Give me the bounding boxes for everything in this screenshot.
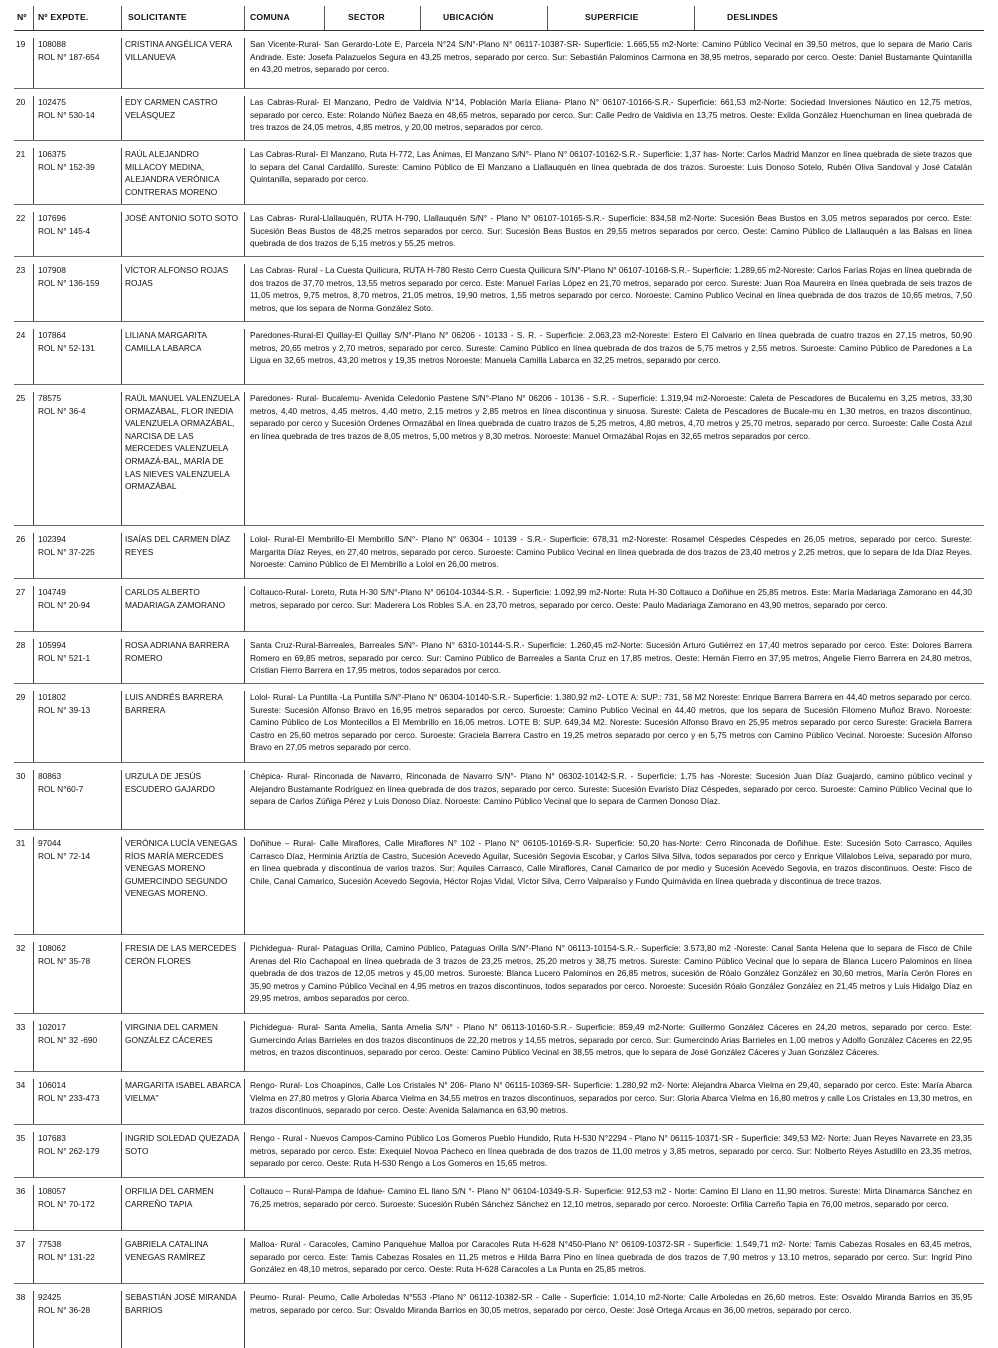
column-divider bbox=[244, 1079, 245, 1124]
row-number: 23 bbox=[16, 265, 26, 275]
column-divider bbox=[121, 942, 122, 1013]
rol-number: ROL N° 233-473 bbox=[38, 1092, 100, 1103]
row-number: 26 bbox=[16, 534, 26, 544]
rol-number: ROL N° 70-172 bbox=[38, 1198, 95, 1209]
table-row bbox=[14, 579, 984, 632]
table-body bbox=[14, 31, 984, 1348]
expediente-number: 102394 bbox=[38, 534, 66, 544]
column-divider bbox=[121, 691, 122, 762]
row-deslindes: San Vicente-Rural- San Gerardo-Lote E, Parcela N°24 S/N°-Plano N° 06117-10387-SR- Superficie: 1.665,55 m2-Norte: Camino Público Vecinal en 39,50 metros, que lo separa de Mario Caris Andrade. Este: Josefa Palazuelos Segura en 43,25 metros, separado por cerco. Sur: Sebastián Palominos Carmona en 38,95 metros, separado por cerco. Oeste: Daniel Bustamante Quintanilla en 43,20 metros, separado por cerco. bbox=[250, 39, 972, 75]
rol-number: ROL N° 37-225 bbox=[38, 546, 95, 557]
column-divider bbox=[33, 96, 34, 140]
rol-number: ROL N° 530-14 bbox=[38, 109, 95, 120]
header-expediente: Nº EXPDTE. bbox=[38, 12, 89, 22]
table-row bbox=[14, 763, 984, 830]
row-deslindes: Lolol- Rural-El Membrillo-El Membrillo S/N°- Plano N° 06304 - 10139 - S.R.- Superficie: 678,31 m2-Noreste: Rosamel Céspedes Céspedes en 26,05 metros, separado por cerco. Sureste: Margarita Díaz Reyes, en 27,40 metros, separado por cerco. Suroeste: Camino Publico Vecinal en línea quebrada de dos trazos de 23,40 metros y 2,25 metros, que lo separa de Ida Díaz Reyes. Noroeste: Camino Público de El Membrillo a Lolol en 26,00 metros. bbox=[250, 534, 972, 570]
expediente-number: 101802 bbox=[38, 692, 66, 702]
rol-number: ROL N°60-7 bbox=[38, 783, 84, 794]
expediente-number: 80863 bbox=[38, 771, 62, 781]
expediente-number: 107696 bbox=[38, 213, 66, 223]
table-header bbox=[14, 6, 984, 31]
rol-number: ROL N° 136-159 bbox=[38, 277, 100, 288]
column-divider bbox=[244, 691, 245, 762]
row-expediente bbox=[38, 38, 121, 63]
row-expediente bbox=[38, 586, 121, 611]
rol-number: ROL N° 39-13 bbox=[38, 704, 91, 715]
column-divider bbox=[121, 1132, 122, 1177]
table-row bbox=[14, 1125, 984, 1178]
column-divider bbox=[244, 639, 245, 683]
row-deslindes: Malloa- Rural - Caracoles, Camino Panquehue Malloa por Caracoles Ruta H-628 N°450-Plano N° 06109-10372-SR - Superficie: 1.549,71 m2- Norte: Tamis Cabezas Rosales en 63,45 metros, separado por cerco. Este: Tamis Cabezas Rosales en 11,25 metros e Hilda Barra Pino en línea quebrada de dos trazos de 7,90 metros y 13,10 metros, separado por cerco. Sur: Ingrid Pino González en 48,10 metros, separado por cerco. Oeste: Ruta H-628 Caracoles a La Punta en 25,85 metros. bbox=[250, 1239, 972, 1275]
row-solicitante: URZULA DE JESÚS ESCUDERO GAJARDO bbox=[125, 771, 215, 794]
column-divider bbox=[121, 533, 122, 578]
row-expediente bbox=[38, 837, 121, 862]
column-divider bbox=[244, 1291, 245, 1348]
row-deslindes: Pichidegua- Rural- Pataguas Orilla, Camino Público, Pataguas Orilla S/N°-Plano N° 06113-10154-S.R.- Superficie: 3.573,80 m2 -Noreste: Canal Santa Helena que lo separa de Fisco de Chile Arenas del Río Cachapoal en línea quebrada de 3 trazos de 23,25 metros, 25,20 metros y 38,75 metros. Sureste: Camino Público Vecinal que lo separa de Blanca Lucero Palominos en línea quebrada de dos trazos de 12,05 metros y 45,00 metros. Suroeste: Blanca Lucero Palominos en 26,85 metros, sucesión de Róalo González González en 30,60 metros, María Cerón Flores en 35,90 metros y Camino Público Vecinal en 4,95 metros en trazos discontinuos, todos separados por cerco. Noroeste: Sucesión Róalo González González en 21,45 metros y Luis Hidalgo Díaz en 29,95 metros, ambos separados por cerco. bbox=[250, 943, 972, 1004]
expediente-number: 105994 bbox=[38, 640, 66, 650]
table-row bbox=[14, 89, 984, 141]
column-divider bbox=[121, 264, 122, 321]
column-divider bbox=[33, 392, 34, 525]
row-deslindes: Lolol- Rural- La Puntilla -La Puntilla S/N°-Plano N° 06304-10140-S.R.- Superficie: 1.380,92 m2- LOTE A: SUP.: 731, 58 M2 Noreste: Enrique Barrera Barrera en 44,40 metros separado por cerco. Sureste: Sucesión Alfonso Bravo en 16,95 metros separados por cerco. Suroeste: Camino Publico Vecinal en 44,40 metros, que los separa de Sucesión Filomeno Muñoz Bravo. Noroeste: Camino Público de Los Montecillos a El Membrillo en 16,05 metros. LOTE B: SUP. 649,34 M2. Noreste: Sucesión Alfonso Bravo en 25,95 metros separado por cerco Sureste: Graciela Barrera Castro en 25,60 metros separado por cerco. Suroeste: Graciela Barrera Castro en 19,25 metros separado por cerco y en 5,75 metros con Camino Público Vecinal. Noroeste: Sucesión Alfonso Bravo en 27,05 metros separado por cerco. bbox=[250, 692, 972, 753]
row-number: 31 bbox=[16, 838, 26, 848]
column-divider bbox=[121, 38, 122, 88]
row-expediente bbox=[38, 1021, 121, 1046]
header-divider bbox=[244, 6, 245, 30]
column-divider bbox=[121, 1079, 122, 1124]
table-row bbox=[14, 526, 984, 579]
row-solicitante: ORFILIA DEL CARMEN CARREÑO TAPIA bbox=[125, 1186, 214, 1209]
column-divider bbox=[121, 392, 122, 525]
table-row bbox=[14, 1014, 984, 1072]
row-number: 37 bbox=[16, 1239, 26, 1249]
row-expediente bbox=[38, 1132, 121, 1157]
rol-number: ROL N° 32 -690 bbox=[38, 1034, 98, 1045]
rol-number: ROL N° 131-22 bbox=[38, 1251, 95, 1262]
header-solicitante: SOLICITANTE bbox=[128, 12, 187, 22]
row-deslindes: Doñihue – Rural- Calle Miraflores, Calle Miraflores N° 102 - Plano N° 06105-10169-S.R- Superficie: 50,20 has-Norte: Cerro Rinconada de Doñihue. Este: Sucesión Soto Carrasco, Aquiles Carrasco Díaz, Herminia Ariztía de Castro, Sucesión Acevedo Aguilar, Sucesión Segovia Escobar, y Carlos Silva Silva, todos separados por cerco y Enrique Villalobos Leiva, separado por muro, en línea quebrada y discontinua de varios trazos. Sur: Aquiles Carrasco, Calle Miraflores, Canal Camarico de por medio y Sucesión Acevedo Segovia, en trazos discontinuos. Oeste: Fisco de Chile, Canal Camarico, Sucesión Acevedo Segovia, Héctor Rojas Vidal, Víctor Silva, Cerro Valparaíso y Fundo Quimávida en línea quebrada y discontinua de trece trazos. bbox=[250, 838, 972, 886]
column-divider bbox=[244, 264, 245, 321]
row-number: 28 bbox=[16, 640, 26, 650]
land-registry-table bbox=[14, 6, 984, 1348]
table-row bbox=[14, 684, 984, 763]
expediente-number: 108088 bbox=[38, 39, 66, 49]
column-divider bbox=[121, 329, 122, 384]
column-divider bbox=[33, 586, 34, 631]
expediente-number: 108057 bbox=[38, 1186, 66, 1196]
table-row bbox=[14, 1284, 984, 1348]
column-divider bbox=[33, 1021, 34, 1071]
row-number: 27 bbox=[16, 587, 26, 597]
column-divider bbox=[121, 837, 122, 934]
header-divider bbox=[420, 6, 421, 30]
column-divider bbox=[244, 212, 245, 256]
table-row bbox=[14, 257, 984, 322]
row-deslindes: Las Cabras- Rural - La Cuesta Quilicura, RUTA H-780 Resto Cerro Cuesta Quilicura S/N°-Plano N° 06107-10168-S.R.- Superficie: 1.289,65 m2-Noreste: Carlos Farías Rojas en línea quebrada de dos trazos de 37,70 metros, 13,55 metros separado por cerco. Este: Manuel Farías López en 21,70 metros, separado por cerco. Sureste: Juan Roa Maureira en línea quebrada de seis trazos de 11,05 metros, 9,75 metros, 8,70 metros, 21,05 metros, 19,90 metros, 1,55 metros separado por cerco. Noroeste: Camino Publico Vecinal en línea quebrada de dos trazos de 10,65 metros, 7,50 metros, que los separa de Norma González Soto. bbox=[250, 265, 972, 313]
column-divider bbox=[244, 38, 245, 88]
column-divider bbox=[33, 837, 34, 934]
header-sector: SECTOR bbox=[348, 12, 385, 22]
row-expediente bbox=[38, 264, 121, 289]
header-comuna: COMUNA bbox=[250, 12, 290, 22]
row-number: 33 bbox=[16, 1022, 26, 1032]
row-expediente bbox=[38, 212, 121, 237]
expediente-number: 77538 bbox=[38, 1239, 62, 1249]
column-divider bbox=[33, 770, 34, 829]
column-divider bbox=[33, 1291, 34, 1348]
column-divider bbox=[33, 1185, 34, 1230]
column-divider bbox=[33, 1238, 34, 1283]
column-divider bbox=[244, 942, 245, 1013]
row-number: 22 bbox=[16, 213, 26, 223]
rol-number: ROL N° 52-131 bbox=[38, 342, 95, 353]
row-solicitante: EDY CARMEN CASTRO VELÁSQUEZ bbox=[125, 97, 218, 120]
column-divider bbox=[244, 1021, 245, 1071]
row-solicitante: VÍCTOR ALFONSO ROJAS ROJAS bbox=[125, 265, 229, 288]
row-number: 29 bbox=[16, 692, 26, 702]
expediente-number: 107864 bbox=[38, 330, 66, 340]
rol-number: ROL N° 20-94 bbox=[38, 599, 91, 610]
row-solicitante: LUIS ANDRÉS BARRERA BARRERA bbox=[125, 692, 223, 715]
expediente-number: 102017 bbox=[38, 1022, 66, 1032]
column-divider bbox=[121, 212, 122, 256]
row-number: 38 bbox=[16, 1292, 26, 1302]
row-expediente bbox=[38, 1079, 121, 1104]
row-expediente bbox=[38, 1238, 121, 1263]
table-row bbox=[14, 1231, 984, 1284]
expediente-number: 92425 bbox=[38, 1292, 62, 1302]
row-number: 24 bbox=[16, 330, 26, 340]
row-solicitante: FRESIA DE LAS MERCEDES CERÓN FLORES bbox=[125, 943, 237, 966]
row-solicitante: ISAÍAS DEL CARMEN DÍAZ REYES bbox=[125, 534, 230, 557]
column-divider bbox=[121, 148, 122, 204]
expediente-number: 78575 bbox=[38, 393, 62, 403]
column-divider bbox=[244, 392, 245, 525]
row-number: 35 bbox=[16, 1133, 26, 1143]
row-deslindes: Paredones- Rural- Bucalemu- Avenida Celedonio Pastene S/N°-Plano N° 06206 - 10136 - S.R. - Superficie: 1.319,94 m2-Noroeste: Caleta de Pescadores de Bucalemu en 3,25 metros, 33,30 metros, 4,40 metros, 4,45 metros, 4,40 metro, 2,15 metros y 2,85 metros en línea discontinua y sinuosa. Sureste: Caleta de Pescadores de Bucale-mu en 1,30 metros, en trazos discontinuo, separado por cerco y Sucesión Ordenes Ormazábal en línea quebrada de cuatro trazos de 5,25 metros, 4,80 metros, 4,70 metros y 25,70 metros, separado por cerco. Suroeste: Calle Costa Azul en línea quebrada de tres trazos de 8,05 metros, 5,00 metros y 8,30 metros. Noroeste: Manuel Ormazábal Rojas en 32,65 metros separados por cerco. bbox=[250, 393, 972, 441]
row-solicitante: GABRIELA CATALINA VENEGAS RAMÍREZ bbox=[125, 1239, 208, 1262]
row-expediente bbox=[38, 96, 121, 121]
row-expediente bbox=[38, 533, 121, 558]
row-expediente bbox=[38, 392, 121, 417]
rol-number: ROL N° 187-654 bbox=[38, 51, 100, 62]
column-divider bbox=[33, 329, 34, 384]
table-row bbox=[14, 141, 984, 205]
header-divider bbox=[324, 6, 325, 30]
expediente-number: 102475 bbox=[38, 97, 66, 107]
row-deslindes: Las Cabras-Rural- El Manzano, Pedro de Valdivia N°14, Población María Eliana- Plano N° 06107-10166-S.R.- Superficie: 661,53 m2-Norte: Sociedad Inversiones Náutico en 12,75 metros, separado por cerco. Este: Rolando Núñez Baeza en 48,65 metros, separado por cerco. Sur: Calle Pedro de Valdivia en 13,75 metros. Oeste: Exilda González Huenchuman en línea quebrada de tres trazos de 24,05 metros, 4,85 metros, y 20,00 metros, separados por cerco. bbox=[250, 97, 972, 133]
column-divider bbox=[33, 264, 34, 321]
column-divider bbox=[33, 148, 34, 204]
column-divider bbox=[33, 1079, 34, 1124]
column-divider bbox=[33, 639, 34, 683]
row-expediente bbox=[38, 1185, 121, 1210]
row-deslindes: Coltauco-Rural- Loreto, Ruta H-30 S/N°-Plano N° 06104-10344-S.R. - Superficie: 1.092,99 m2-Norte: Ruta H-30 Coltauco a Doñihue en 25,85 metros. Este: María Madariaga Zamorano en 44,30 metros, separado por cerco. Sur: Maderera Los Robles S.A. en 23,70 metros, separado por cerco. Oeste: Paulo Madariaga Zamorano en 43,90 metros, separado por cerco. bbox=[250, 587, 972, 610]
column-divider bbox=[33, 212, 34, 256]
row-deslindes: Rengo- Rural- Los Choapinos, Calle Los Cristales N° 206- Plano N° 06115-10369-SR- Superficie: 1.280,92 m2- Norte: Alejandra Abarca Vielma en 29,40, separado por cerco. Este: María Abarca Vielma en 27,80 metros y Gloria Abarca Vielma en 34,55 metros en trazos discontinuos, separados por cerco. Sur: Gloria Abarca Vielma en 16,80 metros y calle Los Cristales en 13,30 metros, en trazos discontinuos, separado por cerco. Oeste: Avenida Salamanca en 63,90 metros. bbox=[250, 1080, 972, 1116]
rol-number: ROL N° 72-14 bbox=[38, 850, 91, 861]
header-number: Nº bbox=[17, 12, 27, 22]
column-divider bbox=[244, 586, 245, 631]
column-divider bbox=[121, 1238, 122, 1283]
column-divider bbox=[244, 96, 245, 140]
column-divider bbox=[33, 38, 34, 88]
column-divider bbox=[33, 691, 34, 762]
row-number: 20 bbox=[16, 97, 26, 107]
rol-number: ROL N° 521-1 bbox=[38, 652, 91, 663]
table-row bbox=[14, 385, 984, 526]
expediente-number: 107908 bbox=[38, 265, 66, 275]
row-number: 32 bbox=[16, 943, 26, 953]
header-superficie: SUPERFICIE bbox=[585, 12, 639, 22]
header-divider bbox=[694, 6, 695, 30]
row-deslindes: Coltauco – Rural-Pampa de Idahue- Camino EL llano S/N °- Plano N° 06104-10349-S.R- Superficie: 912,53 m2 - Norte: Camino El Llano en 11,90 metros. Sureste: Mirta Dinamarca Sánchez en 76,25 metros, separado por cerco. Suroeste: Sucesión Rubén Sánchez Sánchez en 12,10 metros, separado por cerco. Noroeste: Orfilia Carreño Tapia en 76,00 metros, separado por cerco. bbox=[250, 1186, 972, 1209]
column-divider bbox=[244, 1238, 245, 1283]
row-expediente bbox=[38, 329, 121, 354]
row-number: 30 bbox=[16, 771, 26, 781]
row-number: 34 bbox=[16, 1080, 26, 1090]
column-divider bbox=[244, 148, 245, 204]
row-number: 19 bbox=[16, 39, 26, 49]
column-divider bbox=[33, 942, 34, 1013]
row-number: 25 bbox=[16, 393, 26, 403]
row-expediente bbox=[38, 639, 121, 664]
table-row bbox=[14, 322, 984, 385]
row-expediente bbox=[38, 942, 121, 967]
table-row bbox=[14, 1072, 984, 1125]
rol-number: ROL N° 36-4 bbox=[38, 405, 86, 416]
header-divider bbox=[121, 6, 122, 30]
row-expediente bbox=[38, 770, 121, 795]
row-deslindes: Pichidegua- Rural- Santa Amelia, Santa Amelia S/N° - Plano N° 06113-10160-S.R.- Superficie: 859,49 m2-Norte: Guillermo González Cáceres en 24,20 metros, separado por cerco. Este: Gumercindo Arias Barrieles en dos trazos discontinuos de 22,20 metros y 14,55 metros, separado por cerco. Sur: Gumercindo Arias Barrieles en 1,00 metros y Adolfo González Cáceres en 22,95 metros, en trazos discontinuos, separado por cerco. Oeste: Camino Público Vecinal en 38,55 metros, que lo separa de José González Cáceres y Juan González Cáceres. bbox=[250, 1022, 972, 1058]
table-row bbox=[14, 935, 984, 1014]
expediente-number: 104749 bbox=[38, 587, 66, 597]
column-divider bbox=[121, 1291, 122, 1348]
column-divider bbox=[244, 1185, 245, 1230]
table-row bbox=[14, 632, 984, 684]
column-divider bbox=[121, 639, 122, 683]
row-deslindes: Las Cabras- Rural-Llallauquén, RUTA H-790, Llallauquén S/N° - Plano N° 06107-10165-S.R.- Superficie: 834,58 m2-Norte: Sucesión Beas Bustos en 3,05 metros separados por cerco. Este: Sucesión Beas Bustos de 48,25 metros separados por cerco. Sur: Sucesión Beas Bustos en 29,55 metros separados por cerco. Oeste: Camino Público de Llallauquén a las Balsas en línea quebrada de dos trazos de 5,15 metros y 55,25 metros. bbox=[250, 213, 972, 249]
row-solicitante: RAÚL ALEJANDRO MILLACOY MEDINA, ALEJANDRA VERÓNICA CONTRERAS MORENO bbox=[125, 149, 220, 197]
row-deslindes: Paredones-Rural-El Quillay-El Quillay S/N°-Plano N° 06206 - 10133 - S. R. - Superficie: 2.063,23 m2-Noreste: Estero El Calvario en línea quebrada de cuatro trazos en 27,15 metros, 50,90 metros, 20,65 metros y 2,70 metros, separado por cerco. Sureste: Camino Público en línea quebrada de dos trazos de 5,75 metros y 2,55 metros. Suroeste: Camino Público de Paredones a La Ligua en 32,65 metros, 43,20 metros y 19,35 metros Noroeste: Manuela Camilla Labarca en 32,25 metros, separado por cerco. bbox=[250, 330, 972, 366]
column-divider bbox=[33, 533, 34, 578]
expediente-number: 97044 bbox=[38, 838, 62, 848]
rol-number: ROL N° 35-78 bbox=[38, 955, 91, 966]
rol-number: ROL N° 262-179 bbox=[38, 1145, 100, 1156]
row-deslindes: Las Cabras-Rural- El Manzano, Ruta H-772, Las Ánimas, El Manzano S/N°- Plano N° 06107-10162-S.R.- Superficie: 1,37 has- Norte: Carlos Madrid Manzor en línea quebrada de siete trazos que lo separa del Canal Cardalillo. Sureste: Camino Público de El Manzano a Llallauquén en línea quebrada de dos trazos. Suroeste: Luis Donoso Sotelo, Rubén Oliva Sandoval y José Catalán Quintanilla, separado por cerco. bbox=[250, 149, 972, 185]
row-solicitante: CRISTINA ANGÉLICA VERA VILLANUEVA bbox=[125, 39, 232, 62]
column-divider bbox=[244, 1132, 245, 1177]
row-number: 21 bbox=[16, 149, 26, 159]
column-divider bbox=[121, 96, 122, 140]
expediente-number: 107683 bbox=[38, 1133, 66, 1143]
column-divider bbox=[33, 1132, 34, 1177]
column-divider bbox=[121, 586, 122, 631]
header-divider bbox=[33, 6, 34, 30]
row-solicitante: VIRGINIA DEL CARMEN GONZÁLEZ CÁCERES bbox=[125, 1022, 218, 1045]
row-solicitante: RAÚL MANUEL VALENZUELA ORMAZÁBAL, FLOR INEDIA VALENZUELA ORMAZÁBAL, NARCISA DE LAS MERCEDES VALENZUELA ORMAZÁ-BAL, MARÍA DE LAS NIEVES VALENZUELA ORMAZÁBAL bbox=[125, 393, 240, 492]
column-divider bbox=[244, 770, 245, 829]
table-row bbox=[14, 205, 984, 257]
column-divider bbox=[244, 533, 245, 578]
row-solicitante: ROSA ADRIANA BARRERA ROMERO bbox=[125, 640, 229, 663]
row-solicitante: LILIANA MARGARITA CAMILLA LABARCA bbox=[125, 330, 207, 353]
rol-number: ROL N° 152-39 bbox=[38, 161, 95, 172]
rol-number: ROL N° 145-4 bbox=[38, 225, 91, 236]
row-solicitante: SEBASTIÁN JOSÉ MIRANDA BARRIOS bbox=[125, 1292, 237, 1315]
row-expediente bbox=[38, 691, 121, 716]
row-solicitante: VERÓNICA LUCÍA VENEGAS RÍOS MARÍA MERCEDES VENEGAS MORENO GUMERCINDO SEGUNDO VENEGAS MORENO. bbox=[125, 838, 238, 899]
row-solicitante: INGRID SOLEDAD QUEZADA SOTO bbox=[125, 1133, 239, 1156]
column-divider bbox=[121, 1185, 122, 1230]
header-ubicacion: UBICACIÓN bbox=[443, 12, 494, 22]
column-divider bbox=[244, 837, 245, 934]
expediente-number: 108062 bbox=[38, 943, 66, 953]
row-solicitante: JOSÉ ANTONIO SOTO SOTO bbox=[125, 213, 239, 223]
rol-number: ROL N° 36-28 bbox=[38, 1304, 91, 1315]
column-divider bbox=[244, 329, 245, 384]
table-row bbox=[14, 830, 984, 935]
row-deslindes: Peumo- Rural- Peumo, Calle Arboledas N°553 -Plano N° 06112-10382-SR - Calle - Superficie: 1.014,10 m2-Norte: Calle Arboledas en 26,60 metros. Este: Osvaldo Miranda Barrios en 35,95 metros, separado por cerco. Sur: Osvaldo Miranda Barrios en 30,05 metros, separado por cerco. Oeste: José Ortega Arcaus en 36,00 metros, separado por cerco. bbox=[250, 1292, 972, 1315]
row-deslindes: Rengo - Rural - Nuevos Campos-Camino Público Los Gomeros Pueblo Hundido, Ruta H-530 N°2294 - Plano N° 06115-10371-SR - Superficie: 349,53 M2- Norte: Juan Reyes Navarrete en 23,35 metros, separado por cerco. Este: Exequiel Novoa Pacheco en línea quebrada de dos trazos de 11,00 metros y 3,85 metros, separado por cerco. Sur: Nolberto Reyes Astudillo en 23,35 metros, separado por cerco. Oeste: Ruta H-530 Rengo a Los Gomeros en 15,65 metros. bbox=[250, 1133, 972, 1169]
row-expediente bbox=[38, 148, 121, 173]
row-expediente bbox=[38, 1291, 121, 1316]
column-divider bbox=[121, 1021, 122, 1071]
row-solicitante: MARGARITA ISABEL ABARCA VIELMA" bbox=[125, 1080, 241, 1103]
table-row bbox=[14, 1178, 984, 1231]
row-number: 36 bbox=[16, 1186, 26, 1196]
header-divider bbox=[547, 6, 548, 30]
expediente-number: 106014 bbox=[38, 1080, 66, 1090]
expediente-number: 106375 bbox=[38, 149, 66, 159]
header-deslindes: DESLINDES bbox=[727, 12, 778, 22]
table-row bbox=[14, 31, 984, 89]
row-solicitante: CARLOS ALBERTO MADARIAGA ZAMORANO bbox=[125, 587, 226, 610]
column-divider bbox=[121, 770, 122, 829]
row-deslindes: Chépica- Rural- Rinconada de Navarro, Rinconada de Navarro S/N°- Plano N° 06302-10142-S.R. - Superficie: 1,75 has -Noreste: Sucesión Juan Díaz Guajardo, camino público vecinal y Alejandro Bustamante Rodríguez en línea quebrada de dos trazos, separado por cerco. Sureste: Sucesión Evaristo Díaz Céspedes, separado por cerco. Suroeste: Camino Público Vecinal que lo separa de Carlos Zúñiga Pérez y Luis Donoso Díaz. Noroeste: Camino Público Vecinal que lo separa de Carmen Donoso Díaz. bbox=[250, 771, 972, 807]
row-deslindes: Santa Cruz-Rural-Barreales, Barreales S/N°- Plano N° 6310-10144-S.R.- Superficie: 1.260,45 m2-Norte: Sucesión Arturo Gutiérrez en 17,40 metros separado por cerco. Este: Dolores Barrera Romero en 69,85 metros, separado por cerco. Sur: Camino Público de Barreales a Santa Cruz en 17,85 metros. Oeste: Hernán Fierro en 37,95 metros, Angelie Fierro Barrera en 24,80 metros, Cristian Fierro Barrera en 17,95 metros, todos separados por cerco. bbox=[250, 640, 972, 676]
